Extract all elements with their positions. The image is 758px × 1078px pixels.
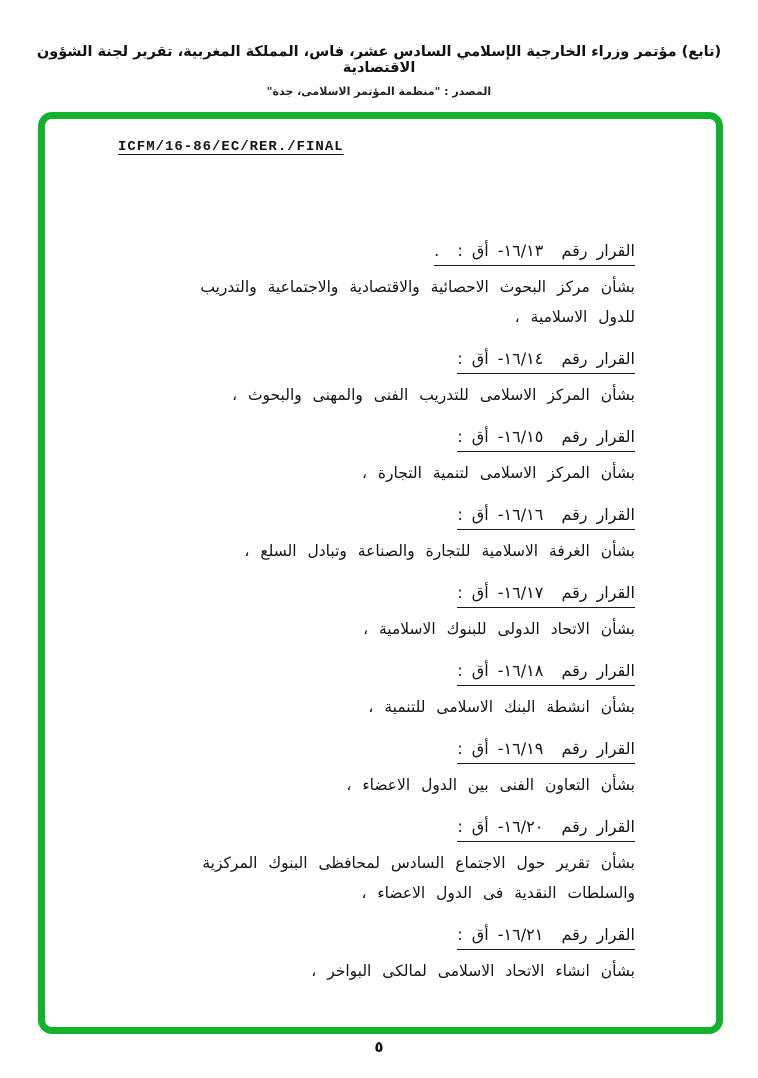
resolutions-list xyxy=(45,155,716,986)
resolution-body-line: بشأن مركز البحوث الاحصائية والاقتصادية والاجتماعية والتدريب xyxy=(200,278,635,296)
resolution-item xyxy=(115,583,635,644)
page-header-source: المصدر : "منظمة المؤتمر الاسلامى، جدة" xyxy=(266,85,492,98)
resolution-body-line: بشأن التعاون الفنى بين الدول الاعضاء ، xyxy=(346,776,635,794)
resolution-body-line: بشأن الغرفة الاسلامية للتجارة والصناعة وتبادل السلع ، xyxy=(244,542,635,560)
document-frame xyxy=(38,112,723,1034)
resolution-title: القرار رقم ١٦/١٦- أق : xyxy=(457,505,635,530)
resolution-title: القرار رقم ١٦/١٥- أق : xyxy=(457,427,635,452)
resolution-body-line: بشأن المركز الاسلامى للتدريب الفنى والمهنى والبحوث ، xyxy=(232,386,635,404)
resolution-body-line: بشأن الاتحاد الدولى للبنوك الاسلامية ، xyxy=(363,620,635,638)
resolution-title: القرار رقم ١٦/١٨- أق : xyxy=(457,661,635,686)
resolution-title: القرار رقم ١٦/١٧- أق : xyxy=(457,583,635,608)
resolution-item xyxy=(115,241,635,332)
page-number: ٥ xyxy=(374,1038,384,1056)
resolution-body-line: بشأن انشطة البنك الاسلامى للتنمية ، xyxy=(368,698,635,716)
page-header-title: (تابع) مؤتمر وزراء الخارجية الإسلامي السادس عشر، فاس، المملكة المغربية، تقرير لجنة الشؤون الاقتصادية xyxy=(36,44,722,76)
resolution-title: القرار رقم ١٦/١٣- أق : . xyxy=(434,241,635,266)
resolution-item xyxy=(115,505,635,566)
resolution-body-line: بشأن تقرير حول الاجتماع السادس لمحافظى البنوك المركزية xyxy=(202,854,635,872)
resolution-title: القرار رقم ١٦/١٤- أق : xyxy=(457,349,635,374)
resolution-title: القرار رقم ١٦/١٩- أق : xyxy=(457,739,635,764)
resolution-item xyxy=(115,739,635,800)
resolution-body-line: والسلطات النقدية فى الدول الاعضاء ، xyxy=(361,884,635,902)
resolution-item xyxy=(115,925,635,986)
resolution-title: القرار رقم ١٦/٢٠- أق : xyxy=(457,817,635,842)
resolution-title: القرار رقم ١٦/٢١- أق : xyxy=(457,925,635,950)
resolution-body-line: بشأن انشاء الاتحاد الاسلامى لمالكى البواخر ، xyxy=(311,962,635,980)
resolution-item xyxy=(115,427,635,488)
reference-number: ICFM/16-86/EC/RER./FINAL xyxy=(118,139,344,155)
resolution-item xyxy=(115,349,635,410)
page-header xyxy=(0,44,758,98)
resolution-body-line: للدول الاسلامية ، xyxy=(514,308,635,326)
resolution-body-line: بشأن المركز الاسلامى لتنمية التجارة ، xyxy=(361,464,635,482)
resolution-item xyxy=(115,661,635,722)
reference-row xyxy=(118,135,716,155)
resolution-item xyxy=(115,817,635,908)
